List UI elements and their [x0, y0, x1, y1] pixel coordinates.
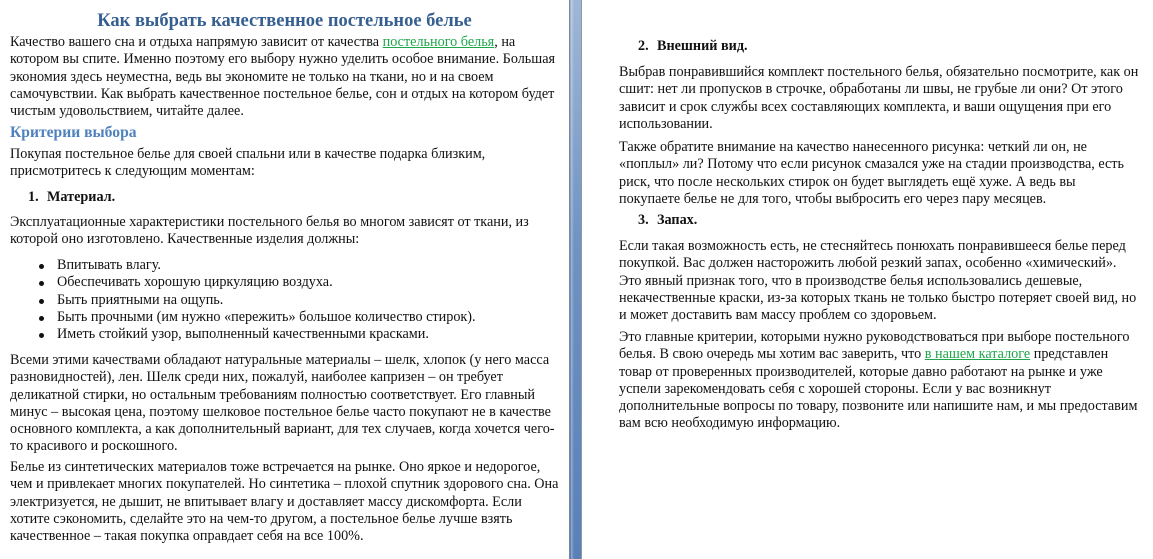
right-page: [583, 0, 1153, 559]
criterion-label: Внешний вид.: [657, 38, 748, 54]
intro-text-rest: , на котором вы спите. Именно поэтому его выбору нужно уделить особое внимание. Большая экономия здесь неуместна, ведь вы экономите не только на ткани, но и на своем самочувствии. Как выбрать качественное постельное белье, сон и отдых на котором будет чистым удовольствием, читайте далее.: [10, 34, 556, 120]
synthetic-materials-paragraph: Белье из синтетических материалов тоже встречается на рынке. Оно яркое и недорогое, чем и привлекает многих покупателей. Но синтетика – плохой спутник здорового сна. Она электризуется, не дышит, не впитывает влагу и доставляет массу дискомфорта. Если хотите сэкономить, сделайте это на чем-то другом, а постельное белье лучше взять качественное – такая покупка оправдает себя на все 100%.: [10, 459, 559, 545]
criterion-label: Запах.: [657, 212, 698, 228]
criterion-label: Материал.: [47, 189, 116, 205]
page-divider: [569, 0, 582, 559]
conclusion-paragraph: [619, 329, 1139, 433]
catalog-link[interactable]: в нашем каталоге: [924, 346, 1031, 363]
intro-paragraph: [10, 34, 560, 120]
criterion-number: 1.: [28, 189, 39, 205]
print-quality-paragraph: Также обратите внимание на качество нанесенного рисунка: четкий ли он, не «поплыл» ли? Потому что если рисунок смазался уже на стадии производства, есть риск, что после нескольких стирок он будет выглядеть ещё хуже. А ведь вы покупаете белье не для того, чтобы выбросить его через пару месяцев.: [619, 139, 1124, 207]
list-item: Обеспечивать хорошую циркуляцию воздуха.: [10, 274, 560, 291]
document-title: Как выбрать качественное постельное белье: [97, 11, 472, 31]
bedding-link[interactable]: постельного белья: [382, 34, 495, 50]
criterion-heading-smell: [638, 212, 1153, 229]
criterion-number: 3.: [638, 212, 649, 228]
section-intro-paragraph: Покупая постельное белье для своей спальни или в качестве подарка близким, присмотритесь к следующим моментам:: [10, 146, 486, 180]
criterion-heading-appearance: [638, 38, 1153, 55]
conclusion-text-rest: представлен товар от проверенных производителей, которые давно работают на рынке и уже успели зарекомендовать себя с хорошей стороны. Если у вас возникнут дополнительные вопросы по товару, позвоните или напишите нам, и мы предоставим вам всю необходимую информацию.: [619, 346, 1138, 432]
intro-text: Качество вашего сна и отдыха напрямую зависит от качества: [10, 34, 383, 50]
section-heading-criteria: Критерии выбора: [10, 124, 137, 141]
material-requirements-list: [10, 257, 560, 343]
left-page: [0, 0, 569, 559]
list-item: Быть приятными на ощупь.: [10, 292, 560, 309]
list-item: Быть прочными (им нужно «пережить» большое количество стирок).: [10, 309, 560, 326]
material-paragraph: Эксплуатационные характеристики постельного белья во многом зависят от ткани, из которой оно изготовлено. Качественные изделия должны:: [10, 214, 529, 248]
list-item: Иметь стойкий узор, выполненный качественными красками.: [10, 326, 560, 343]
criterion-heading-material: [28, 189, 569, 206]
natural-materials-paragraph: Всеми этими качествами обладают натуральные материалы – шелк, хлопок (у него масса разновидностей), лен. Шелк среди них, пожалуй, наиболее капризен – он требует деликатной стирки, но остальным требованиям полностью соответствует. Его главный минус – высокая цена, поэтому шелковое постельное белье часто покупают не в качестве основного комплекта, а как дополнительный вариант, для тех случаев, когда хочется чего-то красивого и роскошного.: [10, 352, 555, 455]
criterion-number: 2.: [638, 38, 649, 54]
appearance-paragraph: Выбрав понравившийся комплект постельного белья, обязательно посмотрите, как он сшит: нет ли пропусков в строчке, обработаны ли швы, не грубые ли они? От этого зависит и срок службы всех составляющих комплекта, и ваши ощущения при его использовании.: [619, 64, 1139, 132]
list-item: Впитывать влагу.: [10, 257, 560, 274]
conclusion-text: Это главные критерии, которыми нужно руководствоваться при выборе постельного белья. В свою очередь мы хотим вас заверить, что: [619, 329, 1130, 363]
smell-paragraph: Если такая возможность есть, не стесняйтесь понюхать понравившееся белье перед покупкой. Вас должен насторожить любой резкий запах, особенно «химический». Это явный признак того, что в производстве белья использовались дешевые, некачественные краски, из-за которых ткань не только быстро потеряет своей вид, но и может доставить вам массу проблем со здоровьем.: [619, 238, 1137, 324]
